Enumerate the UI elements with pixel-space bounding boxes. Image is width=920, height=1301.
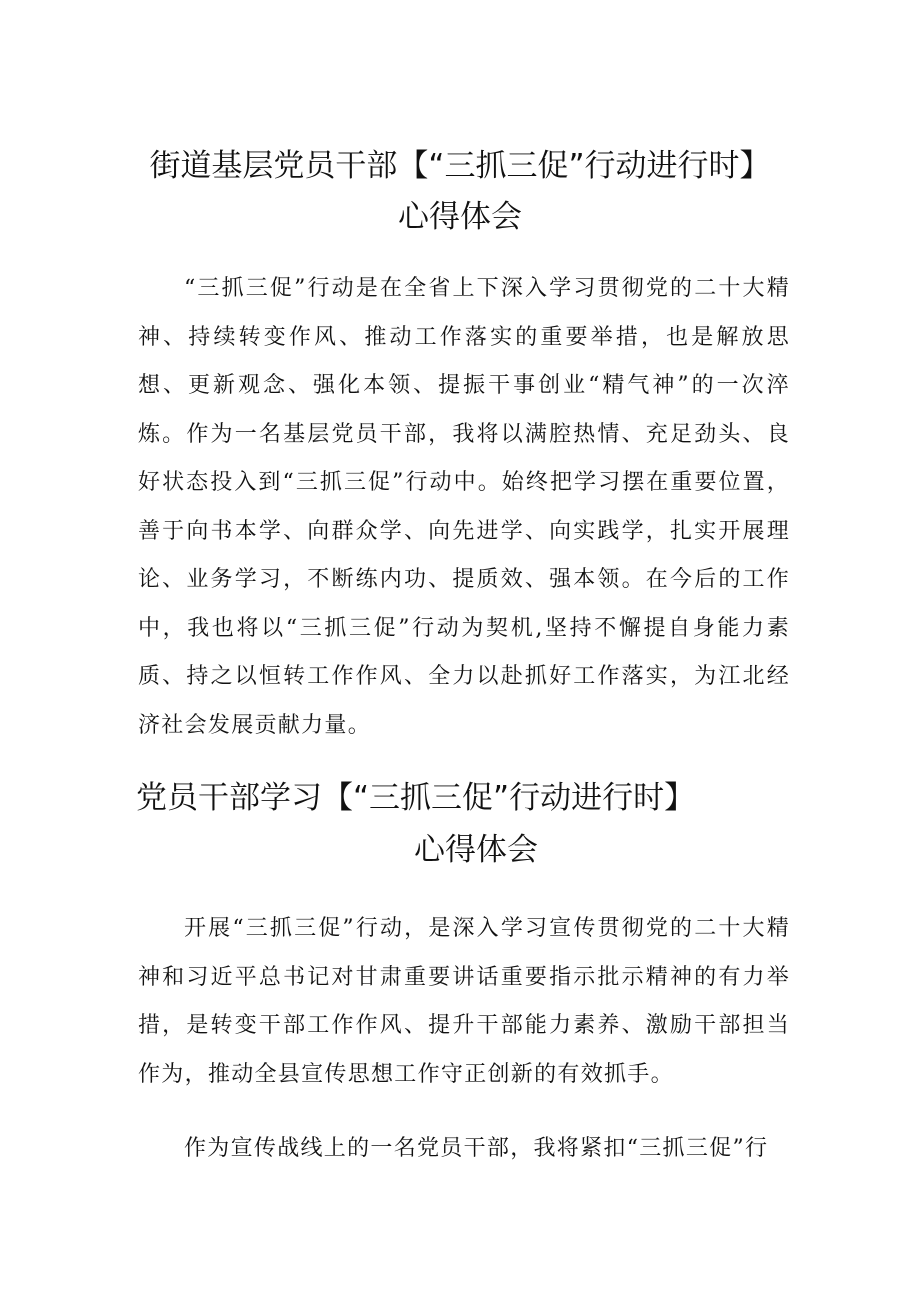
article-2-title	[126, 776, 786, 872]
article-2-paragraph-2: 作为宣传战线上的一名党员干部，我将紧扣“三抓三促”行	[184, 1136, 769, 1161]
article-1-paragraph: “三抓三促”行动是在全省上下深入学习贯彻党的二十大精神、持续转变作风、推动工作落实的重要举措，也是解放思想、更新观念、强化本领、提振干事创业“精气神”的一次淬炼。作为一名基层党员干部，我将以满腔热情、充足劲头、良好状态投入到“三抓三促”行动中。始终把学习摆在重要位置，善于向书本学、向群众学、向先进学、向实践学，扎实开展理论、业务学习，不断练内功、提质效、强本领。在今后的工作中，我也将以“三抓三促”行动为契机,坚持不懈提自身能力素质、持之以恒转工作作风、全力以赴抓好工作落实，为江北经济社会发展贡献力量。	[138, 276, 790, 738]
article-1-title-line-2: 心得体会	[398, 199, 522, 235]
article-1-title-line-1: 街道基层党员干部【“三抓三促”行动进行时】	[149, 148, 771, 184]
article-2-paragraph-1: 开展“三抓三促”行动，是深入学习宣传贯彻党的二十大精神和习近平总书记对甘肃重要讲话重要指示批示精神的有力举措，是转变干部工作作风、提升干部能力素养、激励干部担当作为，推动全县宣传思想工作守正创新的有效抓手。	[138, 916, 790, 1087]
article-2-title-line-1: 党员干部学习【“三抓三促”行动进行时】	[136, 780, 696, 816]
article-2-title-line-2: 心得体会	[414, 832, 538, 868]
article-1-title	[120, 144, 800, 239]
